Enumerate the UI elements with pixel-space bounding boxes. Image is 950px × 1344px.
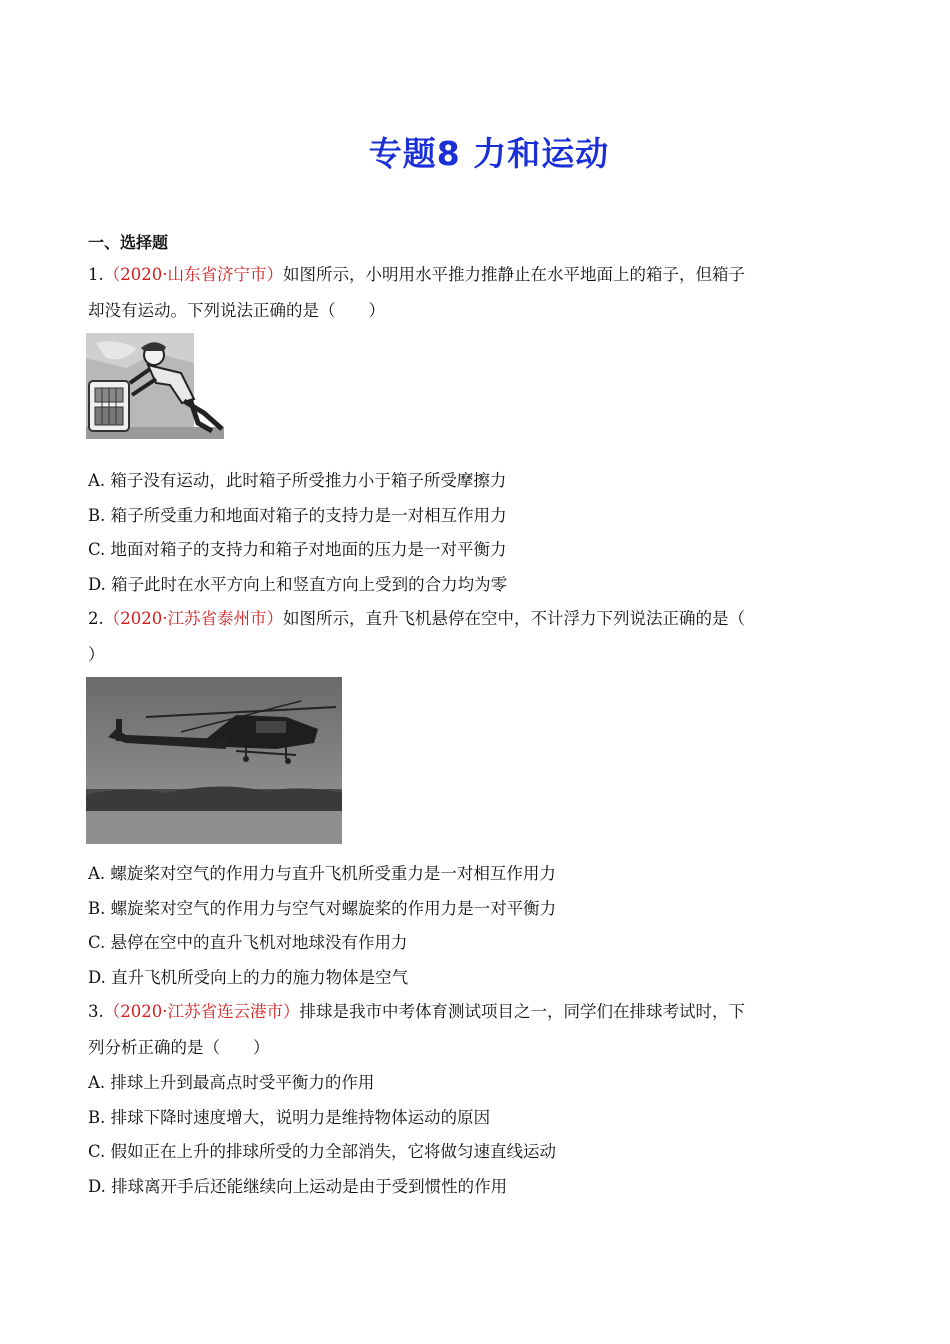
question-text: 如图所示，直升飞机悬停在空中，不计浮力下列说法正确的是（ (283, 609, 745, 628)
question-3-stem-cont: 列分析正确的是（ ） (88, 1038, 270, 1057)
question-source: （2020·江苏省泰州市） (103, 609, 283, 628)
helicopter-photo (86, 677, 342, 844)
question-2-stem-cont: ） (88, 645, 105, 664)
question-1-stem-cont: 却没有运动。下列说法正确的是（ ） (88, 301, 385, 320)
option-3b: B. 排球下降时速度增大，说明力是维持物体运动的原因 (88, 1108, 491, 1127)
option-1a: A. 箱子没有运动，此时箱子所受推力小于箱子所受摩擦力 (88, 471, 507, 490)
option-2a: A. 螺旋桨对空气的作用力与直升飞机所受重力是一对相互作用力 (88, 864, 556, 883)
option-2d: D. 直升飞机所受向上的力的施力物体是空气 (88, 968, 409, 987)
question-number: 2. (88, 609, 104, 628)
option-1d: D. 箱子此时在水平方向上和竖直方向上受到的合力均为零 (88, 575, 508, 594)
question-source: （2020·江苏省连云港市） (103, 1002, 300, 1021)
box-pushing-illustration (86, 333, 224, 439)
option-3a: A. 排球上升到最高点时受平衡力的作用 (88, 1073, 375, 1092)
question-3-stem (88, 1001, 745, 1023)
option-3c: C. 假如正在上升的排球所受的力全部消失，它将做匀速直线运动 (88, 1142, 557, 1161)
option-1b: B. 箱子所受重力和地面对箱子的支持力是一对相互作用力 (88, 506, 507, 525)
page-title: 专题8 力和运动 (368, 134, 610, 173)
option-2b: B. 螺旋桨对空气的作用力与空气对螺旋桨的作用力是一对平衡力 (88, 899, 557, 918)
question-number: 3. (88, 1002, 104, 1021)
question-source: （2020·山东省济宁市） (103, 265, 283, 284)
option-3d: D. 排球离开手后还能继续向上运动是由于受到惯性的作用 (88, 1177, 508, 1196)
question-2-stem (88, 608, 745, 630)
question-number: 1. (88, 265, 104, 284)
question-text: 如图所示，小明用水平推力推静止在水平地面上的箱子，但箱子 (283, 265, 745, 284)
option-2c: C. 悬停在空中的直升飞机对地球没有作用力 (88, 933, 408, 952)
question-1-stem (88, 264, 745, 286)
section-heading: 一、选择题 (88, 233, 169, 252)
option-1c: C. 地面对箱子的支持力和箱子对地面的压力是一对平衡力 (88, 540, 507, 559)
question-text: 排球是我市中考体育测试项目之一，同学们在排球考试时，下 (299, 1002, 745, 1021)
